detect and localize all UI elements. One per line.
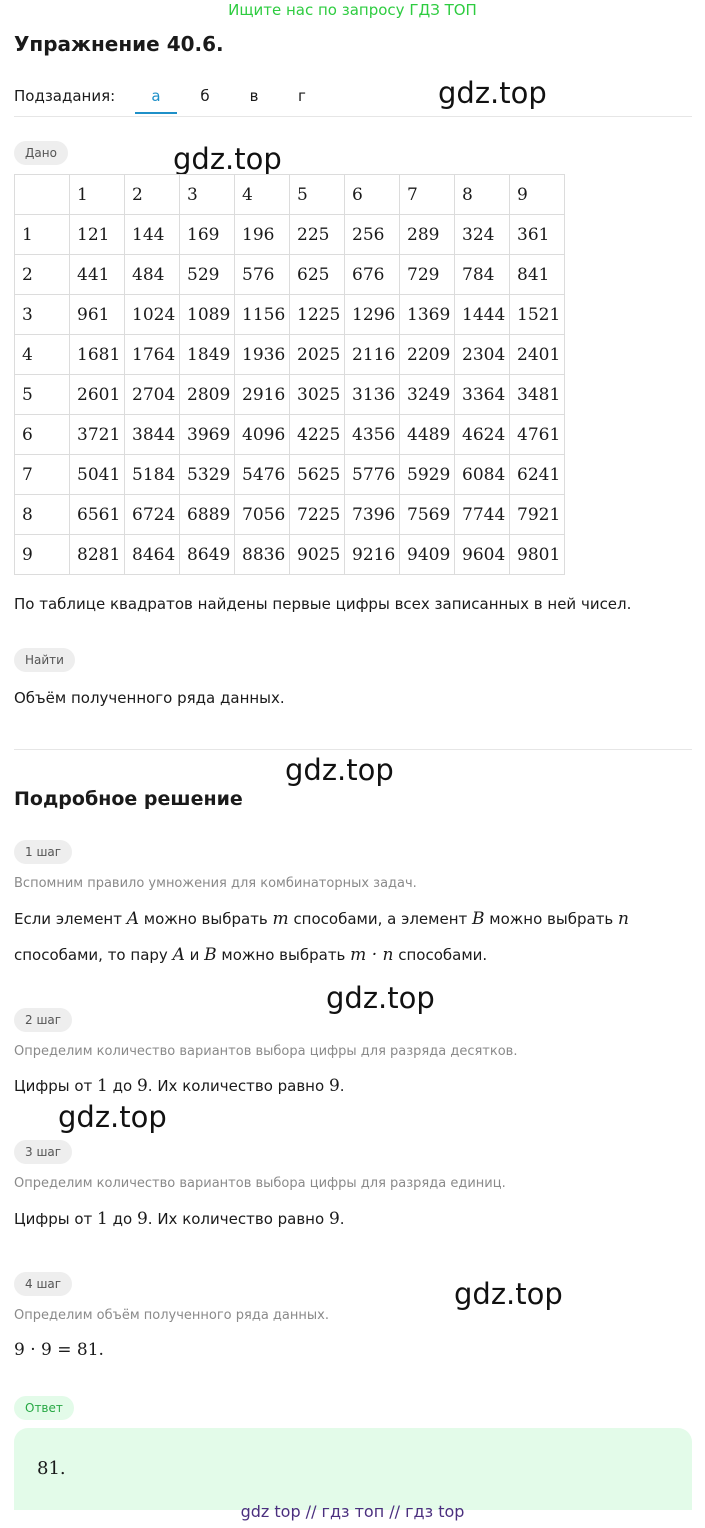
table-cell: 6889 (180, 495, 235, 535)
step3-badge: 3 шаг (14, 1140, 72, 1164)
watermark: gdz.top (173, 142, 282, 176)
find-section (14, 648, 75, 672)
table-cell: 8649 (180, 535, 235, 575)
row-header-cell: 5 (15, 375, 70, 415)
table-cell: 4096 (235, 415, 290, 455)
table-cell: 1764 (125, 335, 180, 375)
table-row (15, 295, 565, 335)
table-cell: 4761 (510, 415, 565, 455)
step4-badge: 4 шаг (14, 1272, 72, 1296)
step2-text: Цифры от 1 до 9. Их количество равно 9. (14, 1076, 345, 1096)
table-row (15, 535, 565, 575)
table-cell: 7225 (290, 495, 345, 535)
row-header-cell: 1 (15, 215, 70, 255)
table-row (15, 455, 565, 495)
table-cell: 6724 (125, 495, 180, 535)
step1-badge: 1 шаг (14, 840, 72, 864)
table-cell: 7569 (400, 495, 455, 535)
table-cell: 529 (180, 255, 235, 295)
step4-hint: Определим объём полученного ряда данных. (14, 1308, 329, 1323)
table-cell: 5329 (180, 455, 235, 495)
table-cell: 4624 (455, 415, 510, 455)
row-header-cell: 9 (15, 535, 70, 575)
table-cell: 7396 (345, 495, 400, 535)
table-cell: 1444 (455, 295, 510, 335)
tabs-divider (14, 116, 692, 117)
table-cell: 576 (235, 255, 290, 295)
table-cell: 2116 (345, 335, 400, 375)
table-cell: 4 (235, 175, 290, 215)
table-cell: 8 (455, 175, 510, 215)
table-row (15, 215, 565, 255)
step1-badge-wrap (14, 840, 72, 864)
table-cell: 729 (400, 255, 455, 295)
row-header-cell (15, 175, 70, 215)
table-cell: 7744 (455, 495, 510, 535)
table-cell: 6561 (70, 495, 125, 535)
table-cell: 2 (125, 175, 180, 215)
find-text: Объём полученного ряда данных. (14, 689, 285, 707)
watermark: gdz.top (326, 981, 435, 1015)
tab-b[interactable]: б (200, 87, 210, 105)
step2-badge: 2 шаг (14, 1008, 72, 1032)
table-cell: 5 (290, 175, 345, 215)
watermark: gdz.top (438, 76, 547, 110)
table-row (15, 495, 565, 535)
table-cell: 3969 (180, 415, 235, 455)
table-cell: 3136 (345, 375, 400, 415)
table-cell: 3249 (400, 375, 455, 415)
tab-a[interactable]: а (151, 87, 161, 105)
table-cell: 324 (455, 215, 510, 255)
table-cell: 5476 (235, 455, 290, 495)
row-header-cell: 2 (15, 255, 70, 295)
table-cell: 9 (510, 175, 565, 215)
table-cell: 9025 (290, 535, 345, 575)
table-cell: 256 (345, 215, 400, 255)
step4-badge-wrap (14, 1272, 72, 1296)
table-cell: 2304 (455, 335, 510, 375)
step2-badge-wrap (14, 1008, 72, 1032)
step3-text: Цифры от 1 до 9. Их количество равно 9. (14, 1209, 345, 1229)
table-cell: 7056 (235, 495, 290, 535)
table-cell: 6241 (510, 455, 565, 495)
step3-hint: Определим количество вариантов выбора цифры для разряда единиц. (14, 1176, 506, 1191)
table-header-row (15, 175, 565, 215)
given-text: По таблице квадратов найдены первые цифры всех записанных в ней чисел. (14, 595, 632, 613)
table-cell: 5776 (345, 455, 400, 495)
top-banner: Ищите нас по запросу ГДЗ ТОП (228, 1, 477, 19)
table-cell: 961 (70, 295, 125, 335)
table-cell: 8281 (70, 535, 125, 575)
table-cell: 5929 (400, 455, 455, 495)
step2-hint: Определим количество вариантов выбора цифры для разряда десятков. (14, 1044, 518, 1059)
table-cell: 1024 (125, 295, 180, 335)
table-cell: 2916 (235, 375, 290, 415)
table-cell: 2401 (510, 335, 565, 375)
table-cell: 841 (510, 255, 565, 295)
watermark: gdz.top (285, 753, 394, 787)
table-cell: 196 (235, 215, 290, 255)
table-cell: 3364 (455, 375, 510, 415)
table-cell: 121 (70, 215, 125, 255)
table-cell: 441 (70, 255, 125, 295)
table-cell: 1936 (235, 335, 290, 375)
table-cell: 8464 (125, 535, 180, 575)
given-badge: Дано (14, 141, 68, 165)
table-cell: 4356 (345, 415, 400, 455)
answer-badge: Ответ (14, 1396, 74, 1420)
answer-value: 81. (37, 1458, 66, 1479)
table-cell: 7 (400, 175, 455, 215)
table-cell: 1296 (345, 295, 400, 335)
watermark: gdz.top (454, 1277, 563, 1311)
table-cell: 1369 (400, 295, 455, 335)
table-cell: 1 (70, 175, 125, 215)
table-cell: 1225 (290, 295, 345, 335)
table-cell: 625 (290, 255, 345, 295)
table-cell: 1681 (70, 335, 125, 375)
table-cell: 9604 (455, 535, 510, 575)
step1-line2: способами, то пару A и B можно выбрать m · n способами. (14, 945, 488, 965)
table-cell: 9409 (400, 535, 455, 575)
subtasks-label: Подзадания: (14, 87, 116, 105)
table-cell: 4489 (400, 415, 455, 455)
row-header-cell: 4 (15, 335, 70, 375)
row-header-cell: 8 (15, 495, 70, 535)
step1-line1: Если элемент A можно выбрать m способами, а элемент B можно выбрать n (14, 909, 629, 929)
table-cell: 3721 (70, 415, 125, 455)
solution-title: Подробное решение (14, 788, 243, 810)
squares-table-wrap (14, 174, 565, 575)
table-row (15, 375, 565, 415)
active-tab-indicator (135, 112, 177, 114)
tab-g[interactable]: г (298, 87, 306, 105)
table-cell: 5041 (70, 455, 125, 495)
table-row (15, 255, 565, 295)
table-cell: 144 (125, 215, 180, 255)
table-cell: 9216 (345, 535, 400, 575)
squares-table (14, 174, 565, 575)
section-divider (14, 749, 692, 750)
table-cell: 2809 (180, 375, 235, 415)
table-cell: 4225 (290, 415, 345, 455)
table-cell: 1849 (180, 335, 235, 375)
table-cell: 3481 (510, 375, 565, 415)
table-cell: 9801 (510, 535, 565, 575)
table-cell: 2025 (290, 335, 345, 375)
row-header-cell: 6 (15, 415, 70, 455)
table-cell: 5184 (125, 455, 180, 495)
step4-formula: 9 · 9 = 81. (14, 1340, 104, 1360)
table-row (15, 415, 565, 455)
answer-box (14, 1428, 692, 1510)
table-cell: 484 (125, 255, 180, 295)
row-header-cell: 3 (15, 295, 70, 335)
watermark: gdz.top (58, 1100, 167, 1134)
footer-links: gdz top // гдз топ // гдз top (240, 1502, 465, 1521)
find-badge: Найти (14, 648, 75, 672)
table-cell: 676 (345, 255, 400, 295)
table-cell: 289 (400, 215, 455, 255)
table-cell: 5625 (290, 455, 345, 495)
table-cell: 2209 (400, 335, 455, 375)
table-cell: 2704 (125, 375, 180, 415)
table-cell: 225 (290, 215, 345, 255)
table-cell: 2601 (70, 375, 125, 415)
answer-badge-wrap (14, 1396, 74, 1420)
page-title: Упражнение 40.6. (14, 32, 224, 56)
step3-badge-wrap (14, 1140, 72, 1164)
table-row (15, 335, 565, 375)
table-cell: 784 (455, 255, 510, 295)
table-cell: 361 (510, 215, 565, 255)
table-cell: 7921 (510, 495, 565, 535)
table-cell: 1156 (235, 295, 290, 335)
tab-v[interactable]: в (249, 87, 259, 105)
table-cell: 3025 (290, 375, 345, 415)
table-cell: 3844 (125, 415, 180, 455)
table-cell: 1521 (510, 295, 565, 335)
table-cell: 3 (180, 175, 235, 215)
given-section (14, 141, 68, 165)
step1-hint: Вспомним правило умножения для комбинаторных задач. (14, 876, 417, 891)
table-cell: 6084 (455, 455, 510, 495)
table-cell: 6 (345, 175, 400, 215)
table-cell: 169 (180, 215, 235, 255)
row-header-cell: 7 (15, 455, 70, 495)
table-cell: 1089 (180, 295, 235, 335)
table-cell: 8836 (235, 535, 290, 575)
